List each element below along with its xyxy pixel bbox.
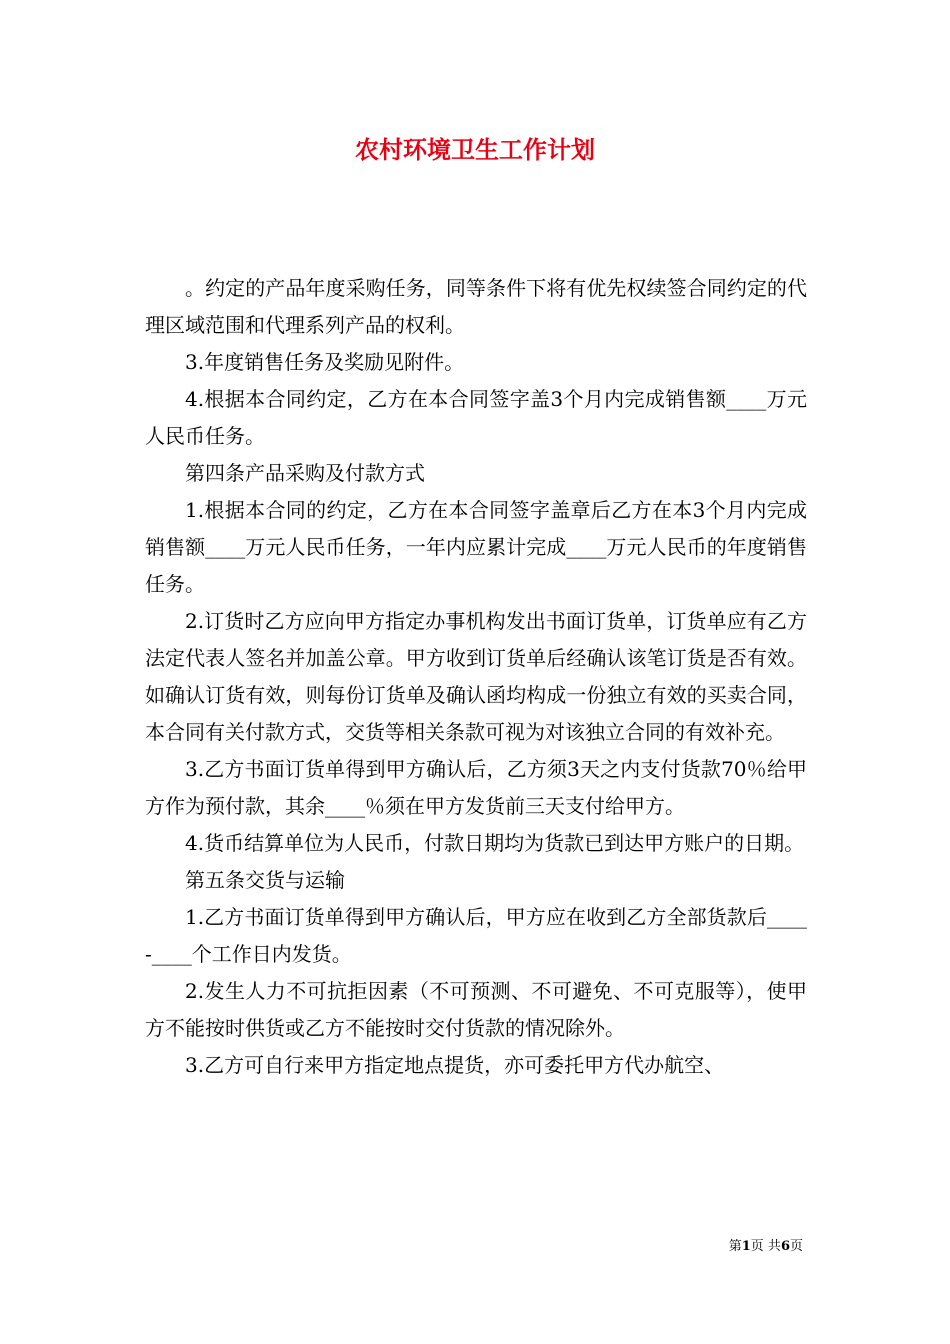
document-body bbox=[145, 270, 807, 1084]
paragraph: 2.发生人力不可抗拒因素（不可预测、不可避免、不可克服等），使甲方不能按时供货或乙方不能按时交付货款的情况除外。 bbox=[145, 979, 807, 1040]
paragraph: 2.订货时乙方应向甲方指定办事机构发出书面订货单，订货单应有乙方法定代表人签名并加盖公章。甲方收到订货单后经确认该笔订货是否有效。如确认订货有效，则每份订货单及确认函均构成一份独立有效的买卖合同，本合同有关付款方式，交货等相关条款可视为对该独立合同的有效补充。 bbox=[145, 609, 807, 744]
footer-middle: 页 共 bbox=[750, 1239, 781, 1254]
section-heading: 第五条交货与运输 bbox=[185, 868, 345, 892]
document-title: 农村环境卫生工作计划 bbox=[355, 135, 595, 164]
current-page-number: 1 bbox=[741, 1239, 751, 1254]
paragraph: 3.年度销售任务及奖励见附件。 bbox=[185, 350, 465, 374]
footer-prefix: 第 bbox=[728, 1239, 742, 1254]
total-page-number: 6 bbox=[780, 1239, 790, 1254]
section-heading: 第四条产品采购及付款方式 bbox=[185, 461, 425, 485]
paragraph: 。约定的产品年度采购任务，同等条件下将有优先权续签合同约定的代理区域范围和代理系列产品的权利。 bbox=[145, 276, 807, 337]
page-footer bbox=[729, 1237, 803, 1257]
paragraph: 4.根据本合同约定，乙方在本合同签字盖3个月内完成销售额____万元人民币任务。 bbox=[145, 387, 807, 448]
paragraph: 3.乙方可自行来甲方指定地点提货，亦可委托甲方代办航空、 bbox=[185, 1053, 725, 1077]
paragraph: 1.根据本合同的约定，乙方在本合同签字盖章后乙方在本3个月内完成销售额____万元人民币任务，一年内应累计完成____万元人民币的年度销售任务。 bbox=[145, 498, 807, 596]
paragraph: 3.乙方书面订货单得到甲方确认后，乙方须3天之内支付货款70％给甲方作为预付款，其余____％须在甲方发货前三天支付给甲方。 bbox=[145, 757, 807, 818]
footer-suffix: 页 bbox=[789, 1239, 803, 1254]
paragraph: 1.乙方书面订货单得到甲方确认后，甲方应在收到乙方全部货款后____-____个工作日内发货。 bbox=[145, 905, 807, 966]
paragraph: 4.货币结算单位为人民币，付款日期均为货款已到达甲方账户的日期。 bbox=[185, 831, 805, 855]
